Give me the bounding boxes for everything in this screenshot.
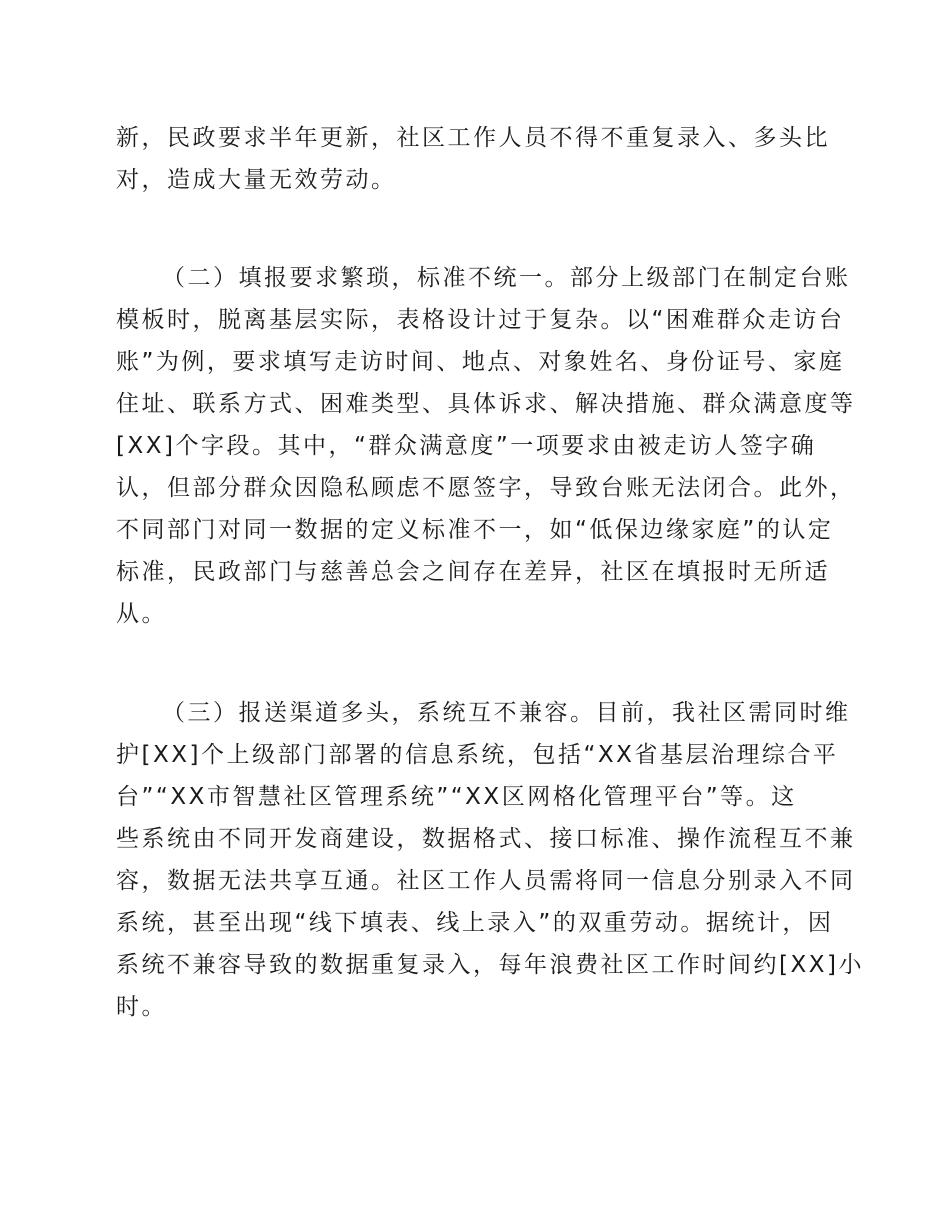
section-heading-line: （二）填报要求繁琐，标准不统一。部分上级部门在制定台账 xyxy=(162,265,851,291)
text-line: 标准，民政部门与慈善总会之间存在差异，社区在填报时无所适 xyxy=(116,559,830,585)
text-line: 系统，甚至出现“线下填表、线上录入”的双重劳动。据统计，因 xyxy=(116,910,834,936)
text-line: 系统不兼容导致的数据重复录入，每年浪费社区工作时间约[XX]小 xyxy=(116,952,864,978)
text-line: 不同部门对同一数据的定义标准不一，如“低保边缘家庭”的认定 xyxy=(116,517,834,543)
text-line: 新，民政要求半年更新，社区工作人员不得不重复录入、多头比 xyxy=(116,125,830,151)
section-heading-line: （三）报送渠道多头，系统互不兼容。目前，我社区需同时维 xyxy=(162,700,851,726)
text-line: 些系统由不同开发商建设，数据格式、接口标准、操作流程互不兼 xyxy=(116,826,856,852)
text-line: 容，数据无法共享互通。社区工作人员需将同一信息分别录入不同 xyxy=(116,868,856,894)
text-line: 护[XX]个上级部门部署的信息系统，包括“XX省基层治理综合平 xyxy=(116,742,839,768)
text-line: 模板时，脱离基层实际，表格设计过于复杂。以“困难群众走访台 xyxy=(116,307,845,333)
text-line: 台”“XX市智慧社区管理系统”“XX区网格化管理平台”等。这 xyxy=(116,784,797,810)
paragraph-section-2 xyxy=(116,257,856,635)
text-line: [XX]个字段。其中，“群众满意度”一项要求由被走访人签字确 xyxy=(116,433,817,459)
text-line: 从。 xyxy=(116,601,167,627)
text-line: 账”为例，要求填写走访时间、地点、对象姓名、身份证号、家庭 xyxy=(116,349,845,375)
text-line: 对，造成大量无效劳动。 xyxy=(116,167,397,193)
text-line: 认，但部分群众因隐私顾虑不愿签字，导致台账无法闭合。此外， xyxy=(116,475,856,501)
paragraph-continuation xyxy=(116,117,836,201)
text-line: 时。 xyxy=(116,994,167,1020)
text-line: 住址、联系方式、困难类型、具体诉求、解决措施、群众满意度等 xyxy=(116,391,856,417)
paragraph-section-3 xyxy=(116,692,864,1028)
